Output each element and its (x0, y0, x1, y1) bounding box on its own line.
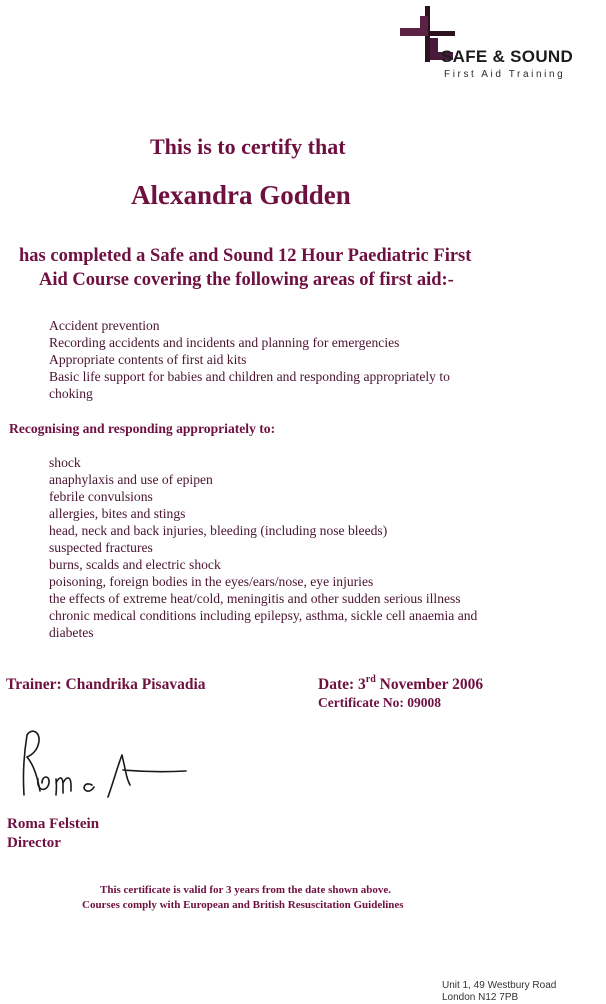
completion-statement-line-2: Aid Course covering the following areas of first aid:- (39, 270, 454, 290)
list-item: allergies, bites and stings (49, 506, 186, 521)
list-item: Basic life support for babies and children and responding appropriately to (49, 369, 450, 384)
validity-note: This certificate is valid for 3 years from the date shown above. (100, 884, 392, 896)
certify-heading: This is to certify that (150, 134, 346, 159)
list-item: chronic medical conditions including epilepsy, asthma, sickle cell anaemia and (49, 608, 478, 623)
list-item: shock (49, 455, 81, 470)
recipient-name: Alexandra Godden (131, 180, 351, 210)
date-prefix: Date: 3 (318, 676, 366, 693)
completion-statement-line-1: has completed a Safe and Sound 12 Hour Paediatric First (19, 246, 472, 266)
certificate-date (318, 676, 483, 694)
conditions-list (49, 454, 549, 641)
trainer-name: Trainer: Chandrika Pisavadia (6, 676, 206, 693)
company-logo (398, 6, 604, 88)
list-item: head, neck and back injuries, bleeding (including nose bleeds) (49, 523, 388, 538)
list-item: burns, scalds and electric shock (49, 557, 221, 572)
company-address (442, 980, 556, 1004)
list-item: anaphylaxis and use of epipen (49, 472, 213, 487)
address-line-2: London N12 7PB (442, 992, 519, 1003)
list-item: febrile convulsions (49, 489, 153, 504)
list-item: suspected fractures (49, 540, 153, 555)
logo-tagline: First Aid Training (444, 69, 566, 80)
date-ordinal: rd (365, 674, 376, 685)
list-item: the effects of extreme heat/cold, meningitis and other sudden serious illness (49, 591, 461, 606)
address-line-1: Unit 1, 49 Westbury Road (442, 980, 557, 991)
signatory-role: Director (7, 835, 61, 851)
date-rest: November 2006 (375, 676, 484, 693)
list-item: Appropriate contents of first aid kits (49, 352, 247, 367)
compliance-note: Courses comply with European and British Resuscitation Guidelines (82, 899, 404, 911)
list-item: diabetes (49, 625, 94, 640)
course-areas-list (49, 317, 519, 402)
list-item: choking (49, 386, 93, 401)
certificate-number: Certificate No: 09008 (318, 695, 441, 710)
handwritten-signature (10, 725, 200, 805)
logo-name: SAFE & SOUND (441, 47, 574, 66)
list-item: poisoning, foreign bodies in the eyes/ears/nose, eye injuries (49, 574, 374, 589)
list-item: Recording accidents and incidents and planning for emergencies (49, 335, 400, 350)
signatory-name: Roma Felstein (7, 816, 100, 832)
list-item: Accident prevention (49, 318, 160, 333)
recognising-heading: Recognising and responding appropriately to: (9, 421, 276, 436)
